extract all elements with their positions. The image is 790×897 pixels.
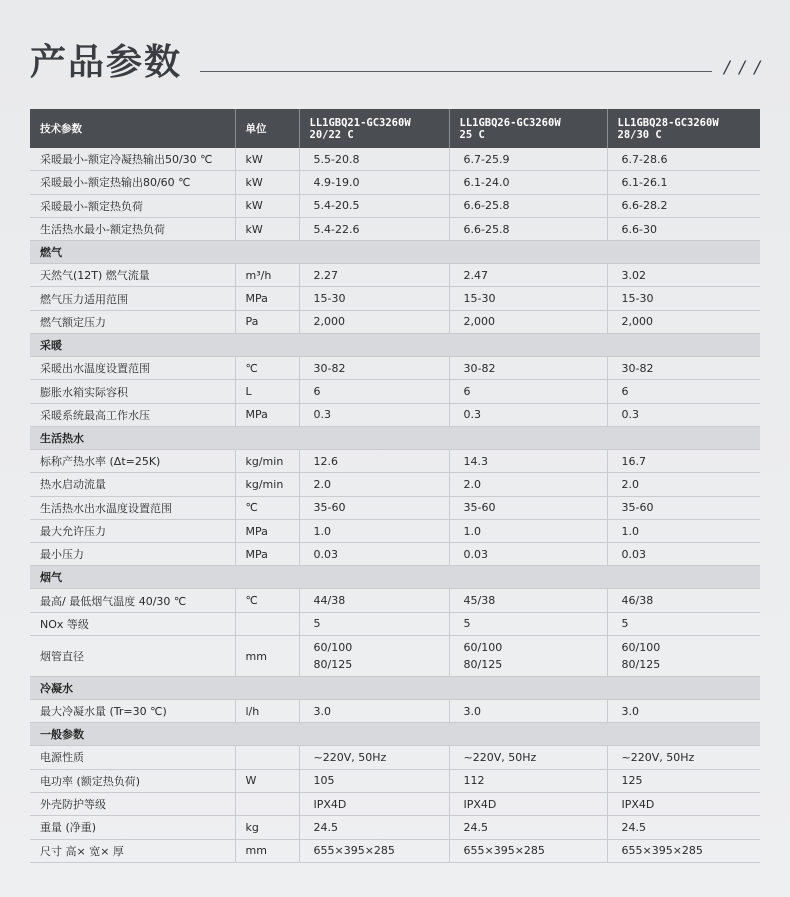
value-model-1: 60/100 80/125 <box>299 636 449 677</box>
header-unit: 单位 <box>235 109 299 148</box>
value-model-1: 24.5 <box>299 816 449 839</box>
table-row <box>30 589 760 612</box>
table-row <box>30 264 760 287</box>
param-unit: l/h <box>235 700 299 723</box>
section-row <box>30 723 760 746</box>
value-model-1: 5 <box>299 612 449 635</box>
param-name: 尺寸 高× 宽× 厚 <box>30 839 235 862</box>
page-title: 产品参数 <box>30 42 183 83</box>
table-header-row <box>30 109 760 148</box>
value-model-1: 1.0 <box>299 519 449 542</box>
value-model-2: 24.5 <box>449 816 607 839</box>
value-model-1: 2.27 <box>299 264 449 287</box>
value-model-1: 105 <box>299 769 449 792</box>
value-model-3: 2.0 <box>607 473 760 496</box>
value-model-3: 2,000 <box>607 310 760 333</box>
table-row <box>30 217 760 240</box>
value-model-1: 0.03 <box>299 543 449 566</box>
param-name: 采暖最小-额定热输出80/60 ℃ <box>30 171 235 194</box>
value-model-1: IPX4D <box>299 792 449 815</box>
param-name: 外壳防护等级 <box>30 792 235 815</box>
value-model-1: 5.4-22.6 <box>299 217 449 240</box>
value-model-1: 15-30 <box>299 287 449 310</box>
value-model-1: 12.6 <box>299 449 449 472</box>
value-model-2: 35-60 <box>449 496 607 519</box>
value-model-2: 6.7-25.9 <box>449 148 607 171</box>
value-model-3: ~220V, 50Hz <box>607 746 760 769</box>
param-name: 最大冷凝水量 (Tr=30 ℃) <box>30 700 235 723</box>
param-name: 天然气(12T) 燃气流量 <box>30 264 235 287</box>
param-unit <box>235 746 299 769</box>
section-title: 燃气 <box>30 241 760 264</box>
table-row <box>30 449 760 472</box>
value-model-2: 0.03 <box>449 543 607 566</box>
value-model-3: 0.03 <box>607 543 760 566</box>
param-name: 最高/ 最低烟气温度 40/30 ℃ <box>30 589 235 612</box>
param-unit: kg/min <box>235 449 299 472</box>
value-model-3: 24.5 <box>607 816 760 839</box>
value-model-1: ~220V, 50Hz <box>299 746 449 769</box>
section-row <box>30 566 760 589</box>
param-name: NOx 等级 <box>30 612 235 635</box>
section-title: 烟气 <box>30 566 760 589</box>
table-row <box>30 816 760 839</box>
param-name: 采暖出水温度设置范围 <box>30 357 235 380</box>
value-model-2: 1.0 <box>449 519 607 542</box>
param-unit: ℃ <box>235 496 299 519</box>
param-unit: mm <box>235 839 299 862</box>
param-unit: ℃ <box>235 357 299 380</box>
section-row <box>30 426 760 449</box>
value-model-1: 3.0 <box>299 700 449 723</box>
value-model-3: 125 <box>607 769 760 792</box>
param-unit <box>235 792 299 815</box>
value-model-2: 6.1-24.0 <box>449 171 607 194</box>
table-row <box>30 612 760 635</box>
value-model-3: 3.0 <box>607 700 760 723</box>
table-row <box>30 700 760 723</box>
value-model-3: 655×395×285 <box>607 839 760 862</box>
param-unit: mm <box>235 636 299 677</box>
value-model-2: 655×395×285 <box>449 839 607 862</box>
table-row <box>30 380 760 403</box>
param-unit: kW <box>235 148 299 171</box>
header-param: 技术参数 <box>30 109 235 148</box>
table-row <box>30 287 760 310</box>
value-model-1: 5.5-20.8 <box>299 148 449 171</box>
header-model-3: LL1GBQ28-GC3260W 28/30 C <box>607 109 760 148</box>
value-model-2: 6.6-25.8 <box>449 217 607 240</box>
param-unit: kW <box>235 171 299 194</box>
param-unit: MPa <box>235 287 299 310</box>
value-model-2: 6 <box>449 380 607 403</box>
spec-table-body <box>30 148 760 862</box>
param-name: 电功率 (额定热负荷) <box>30 769 235 792</box>
value-model-3: 6.6-28.2 <box>607 194 760 217</box>
value-model-3: 1.0 <box>607 519 760 542</box>
value-model-3: 30-82 <box>607 357 760 380</box>
param-unit: kW <box>235 217 299 240</box>
table-row <box>30 839 760 862</box>
param-unit: W <box>235 769 299 792</box>
header-model-2: LL1GBQ26-GC3260W 25 C <box>449 109 607 148</box>
table-row <box>30 473 760 496</box>
section-title: 冷凝水 <box>30 677 760 700</box>
table-row <box>30 194 760 217</box>
value-model-3: 0.3 <box>607 403 760 426</box>
value-model-3: 15-30 <box>607 287 760 310</box>
value-model-1: 4.9-19.0 <box>299 171 449 194</box>
param-name: 标称产热水率 (Δt=25K) <box>30 449 235 472</box>
param-name: 采暖最小-额定冷凝热输出50/30 ℃ <box>30 148 235 171</box>
table-row <box>30 746 760 769</box>
value-model-2: 14.3 <box>449 449 607 472</box>
table-row <box>30 310 760 333</box>
section-row <box>30 241 760 264</box>
value-model-2: 30-82 <box>449 357 607 380</box>
param-name: 重量 (净重) <box>30 816 235 839</box>
table-row <box>30 357 760 380</box>
value-model-2: 60/100 80/125 <box>449 636 607 677</box>
param-unit: MPa <box>235 519 299 542</box>
table-row <box>30 636 760 677</box>
param-name: 采暖最小-额定热负荷 <box>30 194 235 217</box>
param-unit: kW <box>235 194 299 217</box>
value-model-2: 5 <box>449 612 607 635</box>
param-unit: kg/min <box>235 473 299 496</box>
slash-decoration: / / / <box>724 58 762 78</box>
value-model-1: 44/38 <box>299 589 449 612</box>
spec-table <box>30 109 760 863</box>
value-model-3: 16.7 <box>607 449 760 472</box>
value-model-2: 15-30 <box>449 287 607 310</box>
value-model-3: 6 <box>607 380 760 403</box>
value-model-3: 5 <box>607 612 760 635</box>
table-row <box>30 148 760 171</box>
param-name: 燃气额定压力 <box>30 310 235 333</box>
param-name: 烟管直径 <box>30 636 235 677</box>
value-model-2: 6.6-25.8 <box>449 194 607 217</box>
param-name: 电源性质 <box>30 746 235 769</box>
title-divider <box>200 71 712 72</box>
table-row <box>30 519 760 542</box>
param-name: 膨胀水箱实际容积 <box>30 380 235 403</box>
header-model-1: LL1GBQ21-GC3260W 20/22 C <box>299 109 449 148</box>
value-model-2: 2,000 <box>449 310 607 333</box>
table-row <box>30 403 760 426</box>
param-name: 最大允许压力 <box>30 519 235 542</box>
param-unit: MPa <box>235 403 299 426</box>
value-model-2: 2.47 <box>449 264 607 287</box>
param-unit: L <box>235 380 299 403</box>
param-name: 生活热水最小-额定热负荷 <box>30 217 235 240</box>
value-model-2: 0.3 <box>449 403 607 426</box>
param-unit: m³/h <box>235 264 299 287</box>
section-title: 生活热水 <box>30 426 760 449</box>
table-row <box>30 769 760 792</box>
value-model-3: 6.6-30 <box>607 217 760 240</box>
param-name: 采暖系统最高工作水压 <box>30 403 235 426</box>
param-unit: MPa <box>235 543 299 566</box>
section-row <box>30 677 760 700</box>
value-model-1: 35-60 <box>299 496 449 519</box>
value-model-1: 2.0 <box>299 473 449 496</box>
param-name: 生活热水出水温度设置范围 <box>30 496 235 519</box>
value-model-3: 6.7-28.6 <box>607 148 760 171</box>
param-unit: kg <box>235 816 299 839</box>
param-name: 热水启动流量 <box>30 473 235 496</box>
value-model-3: 46/38 <box>607 589 760 612</box>
value-model-2: ~220V, 50Hz <box>449 746 607 769</box>
param-unit: ℃ <box>235 589 299 612</box>
value-model-3: 3.02 <box>607 264 760 287</box>
table-row <box>30 543 760 566</box>
value-model-1: 30-82 <box>299 357 449 380</box>
value-model-1: 6 <box>299 380 449 403</box>
section-title: 一般参数 <box>30 723 760 746</box>
param-name: 最小压力 <box>30 543 235 566</box>
value-model-3: IPX4D <box>607 792 760 815</box>
value-model-2: IPX4D <box>449 792 607 815</box>
value-model-3: 60/100 80/125 <box>607 636 760 677</box>
value-model-1: 5.4-20.5 <box>299 194 449 217</box>
value-model-3: 6.1-26.1 <box>607 171 760 194</box>
value-model-2: 3.0 <box>449 700 607 723</box>
value-model-2: 45/38 <box>449 589 607 612</box>
table-row <box>30 792 760 815</box>
value-model-2: 112 <box>449 769 607 792</box>
table-row <box>30 171 760 194</box>
value-model-2: 2.0 <box>449 473 607 496</box>
value-model-1: 0.3 <box>299 403 449 426</box>
value-model-1: 2,000 <box>299 310 449 333</box>
value-model-1: 655×395×285 <box>299 839 449 862</box>
table-row <box>30 496 760 519</box>
section-row <box>30 334 760 357</box>
param-unit <box>235 612 299 635</box>
section-title: 采暖 <box>30 334 760 357</box>
param-name: 燃气压力适用范围 <box>30 287 235 310</box>
value-model-3: 35-60 <box>607 496 760 519</box>
param-unit: Pa <box>235 310 299 333</box>
